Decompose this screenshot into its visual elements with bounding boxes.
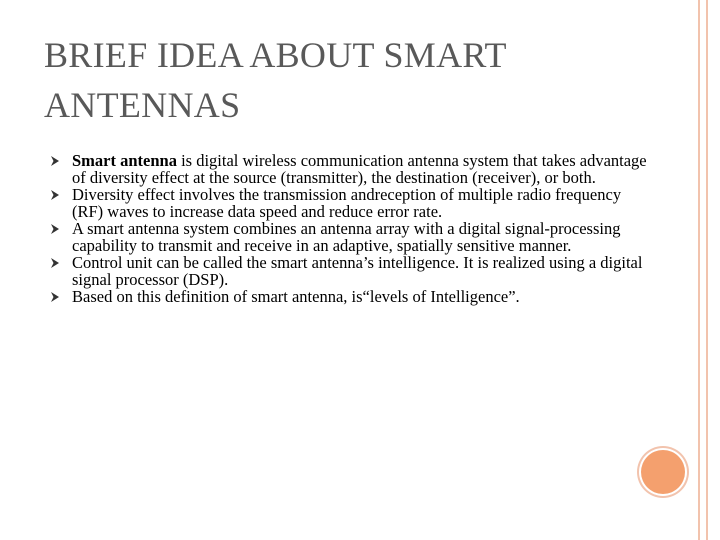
arrowhead-bullet-icon (50, 292, 60, 302)
bullet-text (72, 253, 642, 289)
bullet-bold: Smart antenna (72, 151, 177, 170)
bullet-text (72, 287, 520, 306)
bullet-text (72, 151, 647, 187)
bullet-item (50, 288, 650, 305)
bullet-body: A smart antenna system combines an antenna array with a digital signal-processing capability to transmit and receive in an adaptive, spatially sensitive manner. (72, 219, 621, 255)
bullet-item (50, 152, 650, 186)
bullet-body: Diversity effect involves the transmission andreception of multiple radio frequency (RF) waves to increase data speed and reduce error rate. (72, 185, 622, 221)
bullet-item (50, 254, 650, 288)
accent-circle (641, 450, 685, 494)
bullet-text (72, 185, 621, 221)
bullet-item (50, 186, 650, 220)
frame-line (698, 0, 700, 540)
bullet-body: is digital wireless communication antenna system that takes advantage of diversity effect at the source (transmitter), the destination (receiver), or both. (72, 151, 647, 187)
bullet-body: Based on this definition of smart antenna, is“levels of Intelligence”. (72, 287, 520, 306)
bullet-item (50, 220, 650, 254)
bullet-body: Control unit can be called the smart antenna’s intelligence. It is realized using a digital signal processor (DSP). (72, 253, 643, 289)
arrowhead-bullet-icon (50, 258, 60, 268)
arrowhead-bullet-icon (50, 224, 60, 234)
arrowhead-bullet-icon (50, 190, 60, 200)
slide-title: BRIEF IDEA ABOUT SMART ANTENNAS (44, 35, 507, 125)
bullet-text (72, 219, 620, 255)
arrowhead-bullet-icon (50, 156, 60, 166)
bullet-list (50, 152, 650, 305)
frame-line (706, 0, 708, 540)
